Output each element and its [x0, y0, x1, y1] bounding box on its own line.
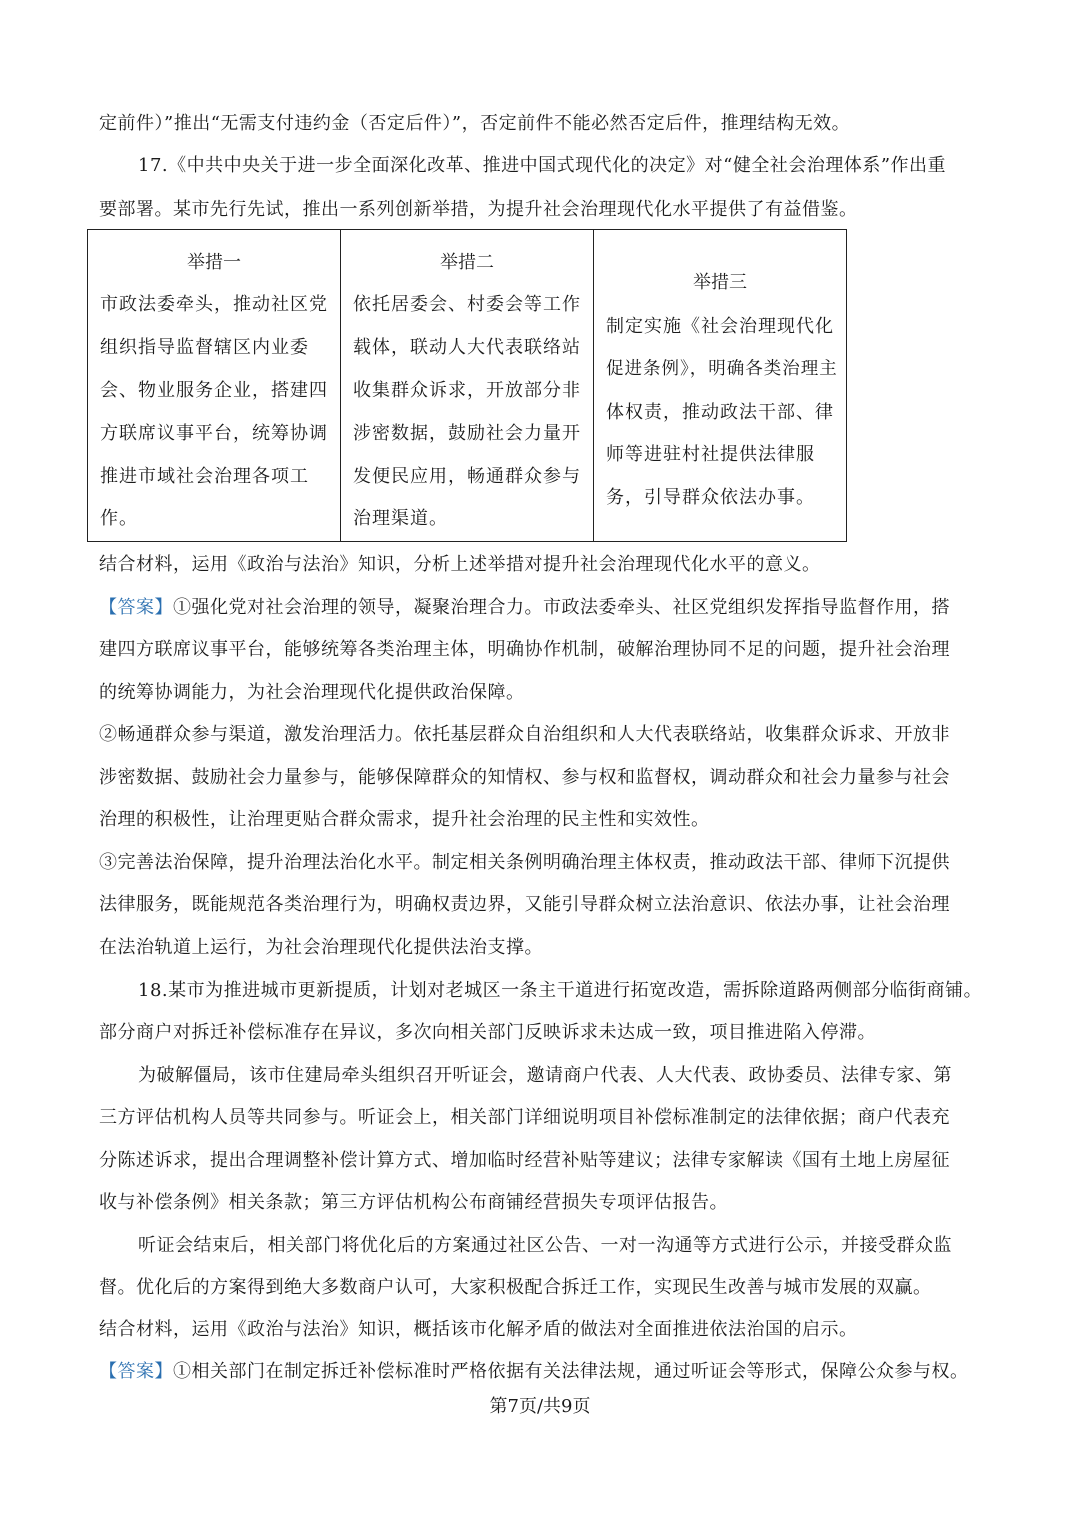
measure-3-line: 师等进驻村社提供法律服	[606, 444, 815, 465]
measure-1-title: 举措一	[187, 252, 241, 273]
measure-2-cell	[341, 230, 594, 542]
page-number: 第7页/共9页	[489, 1396, 591, 1417]
q18-material-line: 收与补偿条例》相关条款；第三方评估机构公布商铺经营损失专项评估报告。	[99, 1192, 728, 1213]
measure-3-line: 制定实施《社会治理现代化	[606, 316, 834, 337]
measure-2-line: 收集群众诉求，开放部分非	[353, 380, 581, 401]
measure-2-line: 依托居委会、村委会等工作	[353, 294, 581, 315]
measure-3-line: 体权责，推动政法干部、律	[606, 402, 834, 423]
measure-2-line: 载体，联动人大代表联络站	[353, 337, 581, 358]
q17-answer-line: 法律服务，既能规范各类治理行为，明确权责边界，又能引导群众树立法治意识、依法办事，让社会治理	[99, 894, 950, 915]
q18-material-line: 听证会结束后，相关部门将优化后的方案通过社区公告、一对一沟通等方式进行公示，并接受群众监	[138, 1235, 952, 1256]
answer-text: ①强化党对社会治理的领导，凝聚治理合力。市政法委牵头、社区党组织发挥指导监督作用，搭	[173, 597, 950, 618]
answer-tag: 【答案】	[99, 597, 173, 618]
q18-answer-line-1	[99, 1360, 969, 1384]
q17-answer-line: 的统筹协调能力，为社会治理现代化提供政治保障。	[99, 682, 525, 703]
measure-3-line: 务，引导群众依法办事。	[606, 487, 815, 508]
q18-material-line: 部分商户对拆迁补偿标准存在异议，多次向相关部门反映诉求未达成一致，项目推进陷入停滞。	[99, 1022, 876, 1043]
q17-answer-line-1	[99, 596, 950, 620]
measure-2-line: 涉密数据，鼓励社会力量开	[353, 423, 581, 444]
q17-answer-line: 涉密数据、鼓励社会力量参与，能够保障群众的知情权、参与权和监督权，调动群众和社会力量参与社会	[99, 767, 950, 788]
q17-answer-line: 治理的积极性，让治理更贴合群众需求，提升社会治理的民主性和实效性。	[99, 809, 710, 830]
continuation-line: 定前件）”推出“无需支付违约金（否定后件）”，否定前件不能必然否定后件，推理结构无效。	[99, 113, 851, 134]
q17-answer-line: ②畅通群众参与渠道，激发治理活力。依托基层群众自治组织和人大代表联络站，收集群众诉求、开放非	[99, 724, 950, 745]
measure-2-line: 治理渠道。	[353, 508, 448, 529]
q18-material-line: 督。优化后的方案得到绝大多数商户认可，大家积极配合拆迁工作，实现民生改善与城市发展的双赢。	[99, 1277, 932, 1298]
measure-1-cell	[88, 230, 341, 542]
measure-3-line: 促进条例》，明确各类治理主	[606, 359, 838, 379]
q18-material-line: 为破解僵局，该市住建局牵头组织召开听证会，邀请商户代表、人大代表、政协委员、法律专家、第	[138, 1065, 952, 1086]
answer-tag: 【答案】	[99, 1361, 173, 1382]
measure-1-line: 市政法委牵头，推动社区党	[100, 294, 328, 315]
q17-answer-line: 在法治轨道上运行，为社会治理现代化提供法治支撑。	[99, 937, 543, 958]
q17-answer-line: 建四方联席议事平台，能够统筹各类治理主体，明确协作机制，破解治理协同不足的问题，提升社会治理	[99, 639, 950, 660]
q17-stem-line-1: 17.《中共中央关于进一步全面深化改革、推进中国式现代化的决定》对“健全社会治理体系”作出重	[138, 155, 947, 176]
measure-2-line: 发便民应用，畅通群众参与	[353, 466, 581, 487]
q18-material-line: 18.某市为推进城市更新提质，计划对老城区一条主干道进行拓宽改造，需拆除道路两侧部分临街商铺。	[138, 980, 983, 1001]
q17-answer-line: ③完善法治保障，提升治理法治化水平。制定相关条例明确治理主体权责，推动政法干部、律师下沉提供	[99, 852, 950, 873]
measure-1-line: 方联席议事平台，统筹协调	[100, 423, 328, 444]
measure-1-line: 组织指导监督辖区内业委	[100, 337, 309, 358]
measure-1-line: 推进市域社会治理各项工	[100, 466, 309, 487]
answer-text: ①相关部门在制定拆迁补偿标准时严格依据有关法律法规，通过听证会等形式，保障公众参与权。	[173, 1361, 969, 1382]
q18-material-line: 三方评估机构人员等共同参与。听证会上，相关部门详细说明项目补偿标准制定的法律依据；商户代表充	[99, 1107, 950, 1128]
measure-2-title: 举措二	[440, 252, 494, 273]
measure-1-line: 会、物业服务企业，搭建四	[100, 380, 328, 401]
measure-1-line: 作。	[100, 508, 138, 529]
q17-question: 结合材料，运用《政治与法治》知识，分析上述举措对提升社会治理现代化水平的意义。	[99, 554, 821, 575]
q18-material-line: 分陈述诉求，提出合理调整补偿计算方式、增加临时经营补贴等建议；法律专家解读《国有土地上房屋征	[99, 1150, 950, 1171]
q17-stem-line-2: 要部署。某市先行先试，推出一系列创新举措，为提升社会治理现代化水平提供了有益借鉴。	[99, 199, 858, 220]
q18-question: 结合材料，运用《政治与法治》知识，概括该市化解矛盾的做法对全面推进依法治国的启示。	[99, 1319, 858, 1340]
measure-3-title: 举措三	[693, 272, 747, 293]
measures-table	[87, 229, 847, 542]
measure-3-cell	[594, 230, 847, 542]
